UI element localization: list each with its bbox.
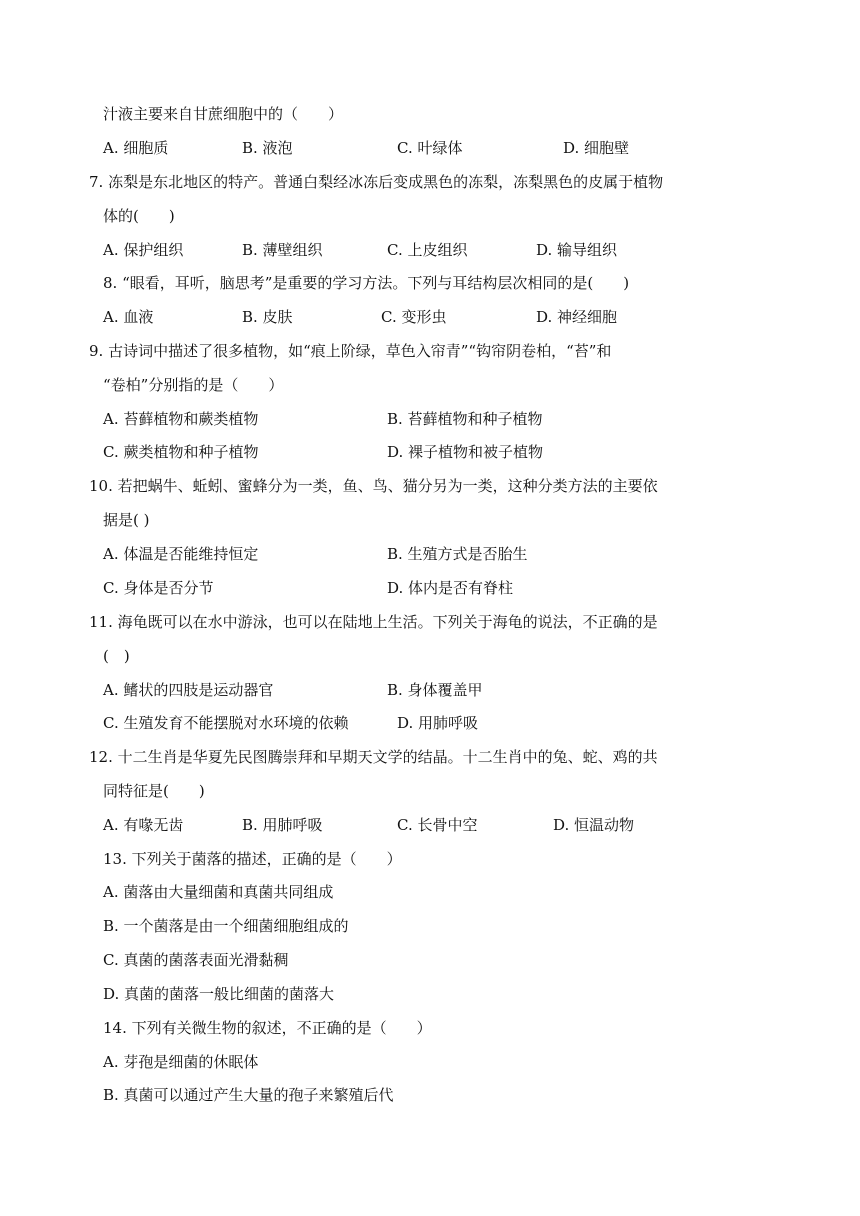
q6-option-b: B. 液泡	[242, 139, 293, 157]
q11-stem-cont: ( )	[103, 647, 130, 665]
q13-option-b: B. 一个菌落是由一个细菌细胞组成的	[103, 917, 349, 935]
q8-stem: 8. “眼看，耳听，脑思考”是重要的学习方法。下列与耳结构层次相同的是( )	[103, 274, 630, 292]
q9-option-a: A. 苔藓植物和蕨类植物	[103, 410, 259, 428]
q13-option-d: D. 真菌的菌落一般比细菌的菌落大	[103, 985, 335, 1003]
q12-stem: 12. 十二生肖是华夏先民图腾崇拜和早期天文学的结晶。十二生肖中的兔、蛇、鸡的共	[89, 748, 658, 766]
q6-stem-tail: 汁液主要来自甘蔗细胞中的（ ）	[103, 105, 344, 123]
q14-option-a: A. 芽孢是细菌的休眠体	[103, 1053, 259, 1071]
q9-stem: 9. 古诗词中描述了很多植物，如“痕上阶绿，草色入帘青”“钩帘阴卷柏，“苔”和	[89, 342, 612, 360]
q7-option-d: D. 输导组织	[536, 241, 618, 259]
q10-stem: 10. 若把蜗牛、蚯蚓、蜜蜂分为一类，鱼、鸟、猫分另为一类，这种分类方法的主要依	[89, 477, 658, 495]
q10-option-a: A. 体温是否能维持恒定	[103, 545, 259, 563]
q6-option-a: A. 细胞质	[103, 139, 169, 157]
q14-option-b: B. 真菌可以通过产生大量的孢子来繁殖后代	[103, 1086, 394, 1104]
q7-option-c: C. 上皮组织	[387, 241, 468, 259]
q10-option-c: C. 身体是否分节	[103, 579, 214, 597]
q12-option-d: D. 恒温动物	[553, 816, 635, 834]
q13-stem: 13. 下列关于菌落的描述，正确的是（ ）	[103, 850, 402, 868]
q8-option-b: B. 皮肤	[242, 308, 293, 326]
q11-stem: 11. 海龟既可以在水中游泳，也可以在陆地上生活。下列关于海龟的说法，不正确的是	[89, 613, 658, 631]
q6-option-d: D. 细胞壁	[563, 139, 630, 157]
q7-stem-cont: 体的( )	[103, 207, 175, 225]
q10-option-b: B. 生殖方式是否胎生	[387, 545, 528, 563]
q8-option-a: A. 血液	[103, 308, 154, 326]
q9-option-c: C. 蕨类植物和种子植物	[103, 443, 259, 461]
q14-stem: 14. 下列有关微生物的叙述，不正确的是（ ）	[103, 1019, 432, 1037]
q13-option-c: C. 真菌的菌落表面光滑黏稠	[103, 951, 289, 969]
q9-option-b: B. 苔藓植物和种子植物	[387, 410, 543, 428]
q7-option-a: A. 保护组织	[103, 241, 184, 259]
q9-stem-cont: “卷柏”分别指的是（ ）	[103, 376, 284, 394]
q10-stem-cont: 据是( )	[103, 511, 150, 529]
q11-option-a: A. 鳍状的四肢是运动器官	[103, 681, 274, 699]
q11-option-c: C. 生殖发育不能摆脱对水环境的依赖	[103, 714, 349, 732]
q12-option-a: A. 有喙无齿	[103, 816, 184, 834]
q7-option-b: B. 薄壁组织	[242, 241, 323, 259]
q11-option-b: B. 身体覆盖甲	[387, 681, 483, 699]
q8-option-d: D. 神经细胞	[536, 308, 618, 326]
q8-option-c: C. 变形虫	[381, 308, 447, 326]
q12-stem-cont: 同特征是( )	[103, 782, 205, 800]
q12-option-b: B. 用肺呼吸	[242, 816, 323, 834]
q12-option-c: C. 长骨中空	[397, 816, 478, 834]
q10-option-d: D. 体内是否有脊柱	[387, 579, 514, 597]
q6-option-c: C. 叶绿体	[397, 139, 463, 157]
q9-option-d: D. 裸子植物和被子植物	[387, 443, 544, 461]
q11-option-d: D. 用肺呼吸	[397, 714, 479, 732]
q7-stem: 7. 冻梨是东北地区的特产。普通白梨经冰冻后变成黑色的冻梨，冻梨黑色的皮属于植物	[89, 173, 664, 191]
q13-option-a: A. 菌落由大量细菌和真菌共同组成	[103, 883, 334, 901]
